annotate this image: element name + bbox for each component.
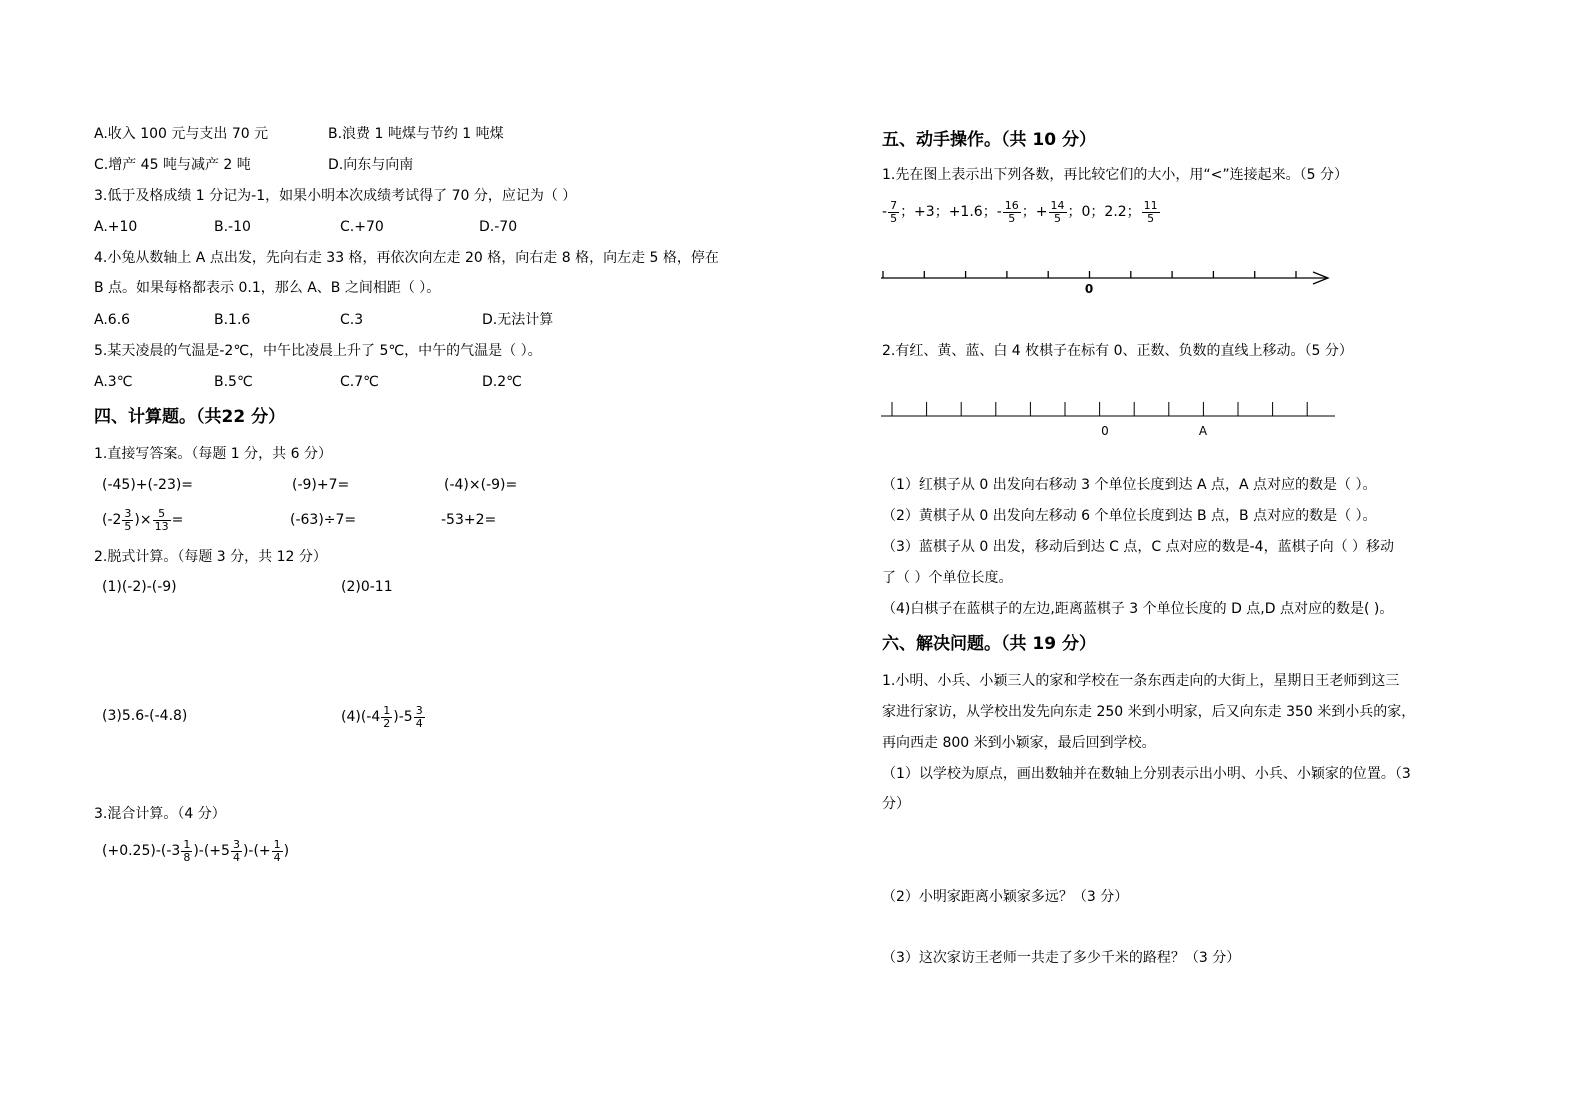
section-5-title: 五、动手操作。（共 10 分） — [882, 130, 1096, 150]
q4-option-b: B.1.6 — [214, 312, 251, 328]
q2-option-d: D.向东与向南 — [328, 157, 414, 173]
s5-q1-numbers: - $\frac{7}{5}$ ；+3；+1.6；- $\frac{16}{5}$ ；+ $\frac{14}{5}$ ；0；2.2； $\frac{11}{5}$ — [882, 198, 1158, 225]
q2-option-c: C.增产 45 吨与减产 2 吨 — [94, 157, 251, 173]
section-6-title: 六、解决问题。（共 19 分） — [882, 634, 1096, 654]
q3-text: 3.低于及格成绩 1 分记为-1，如果小明本次成绩考试得了 70 分，应记为（ ） — [94, 188, 577, 204]
s6-q1-line-3: 再向西走 800 米到小颖家，最后回到学校。 — [882, 735, 1156, 751]
number-line-2-zero-label: 0 — [1101, 424, 1109, 438]
s5-q1-text: 1.先在图上表示出下列各数，再比较它们的大小，用“<”连接起来。（5 分） — [882, 167, 1348, 183]
number-line-1-zero-label: 0 — [1084, 282, 1094, 296]
number-line-2 — [880, 398, 1340, 440]
q4-option-c: C.3 — [340, 312, 364, 328]
s5-q2-sub-1: （1）红棋子从 0 出发向右移动 3 个单位长度到达 A 点，A 点对应的数是（ ）。 — [882, 477, 1377, 493]
number-line-2-ticks — [892, 402, 1307, 416]
s5-q2-sub-4: （4)白棋子在蓝棋子的左边,距离蓝棋子 3 个单位长度的 D 点,D 点对应的数是( )。 — [882, 601, 1394, 617]
q5-text: 5.某天凌晨的气温是-2℃，中午比凌晨上升了 5℃，中午的气温是（ ）。 — [94, 343, 542, 359]
s5-q2-sub-2: （2）黄棋子从 0 出发向左移动 6 个单位长度到达 B 点，B 点对应的数是（ ）。 — [882, 508, 1377, 524]
s4-q2-item-4: (4)(-4 $\frac{1}{2}$ )-5 $\frac{3}{4}$ — [341, 703, 423, 730]
section-4-title: 四、计算题。（共22 分） — [94, 407, 286, 427]
q5-option-c: C.7℃ — [340, 374, 379, 390]
s5-q2-sub-3-line-1: （3）蓝棋子从 0 出发，移动后到达 C 点，C 点对应的数是-4，蓝棋子向（ ）移动 — [882, 539, 1395, 555]
q3-option-c: C.+70 — [340, 219, 384, 235]
s4-q2-item-1: (1)(-2)-(-9) — [102, 579, 177, 595]
s6-q1-sub-1-line-1: （1）以学校为原点，画出数轴并在数轴上分别表示出小明、小兵、小颖家的位置。（3 — [882, 766, 1411, 782]
s4-q3-title: 3.混合计算。（4 分） — [94, 806, 226, 822]
s6-q1-line-1: 1.小明、小兵、小颖三人的家和学校在一条东西走向的大街上，星期日王老师到这三 — [882, 673, 1400, 689]
q4-option-a: A.6.6 — [94, 312, 131, 328]
number-line-2-a-label: A — [1198, 424, 1208, 438]
q5-option-b: B.5℃ — [214, 374, 253, 390]
q3-option-d: D.-70 — [479, 219, 518, 235]
s6-q1-sub-1-line-2: 分） — [882, 796, 910, 812]
q4-line-2: B 点。如果每格都表示 0.1，那么 A、B 之间相距（ ）。 — [94, 280, 441, 296]
q5-option-d: D.2℃ — [482, 374, 522, 390]
q4-line-1: 4.小兔从数轴上 A 点出发，先向右走 33 格，再依次向左走 20 格，向右走 8 格，向左走 5 格，停在 — [94, 250, 719, 266]
number-line-1-ticks — [883, 271, 1296, 278]
q5-option-a: A.3℃ — [94, 374, 133, 390]
s4-q2-item-2: (2)0-11 — [341, 579, 393, 595]
q3-option-a: A.+10 — [94, 219, 138, 235]
s4-q2-title: 2.脱式计算。（每题 3 分，共 12 分） — [94, 549, 327, 565]
s4-q1-item-3: (-4)×(-9)= — [444, 477, 518, 493]
s6-q1-sub-2: （2）小明家距离小颖家多远？（3 分） — [882, 889, 1129, 905]
s5-q2-sub-3-line-2: 了（ ）个单位长度。 — [882, 570, 1013, 586]
s6-q1-line-2: 家进行家访，从学校出发先向东走 250 米到小明家，后又向东走 350 米到小兵的家， — [882, 704, 1416, 720]
s4-q1-item-1: (-45)+(-23)= — [102, 477, 194, 493]
s4-q2-item-3: (3)5.6-(-4.8) — [102, 708, 188, 724]
s6-q1-sub-3: （3）这次家访王老师一共走了多少千米的路程？（3 分） — [882, 950, 1241, 966]
s4-q1-item-6: -53+2= — [441, 512, 497, 528]
s4-q1-item-4: (-2 $\frac{3}{5}$ )× $\frac{5}{13}$ = — [102, 506, 184, 533]
q2-option-a: A.收入 100 元与支出 70 元 — [94, 126, 269, 142]
s5-q2-text: 2.有红、黄、蓝、白 4 枚棋子在标有 0、正数、负数的直线上移动。（5 分） — [882, 343, 1353, 359]
q4-option-d: D.无法计算 — [482, 312, 554, 328]
q2-option-b: B.浪费 1 吨煤与节约 1 吨煤 — [328, 126, 504, 142]
s4-q3-expression: (+0.25)-(-3 $\frac{1}{8}$ )-(+5 $\frac{3}{4}$ )-(+ $\frac{1}{4}$ ) — [102, 837, 290, 864]
s4-q1-item-2: (-9)+7= — [292, 477, 350, 493]
q3-option-b: B.-10 — [214, 219, 251, 235]
number-line-1 — [880, 262, 1335, 298]
s4-q1-title: 1.直接写答案。（每题 1 分，共 6 分） — [94, 446, 332, 462]
s4-q1-item-5: (-63)÷7= — [290, 512, 357, 528]
